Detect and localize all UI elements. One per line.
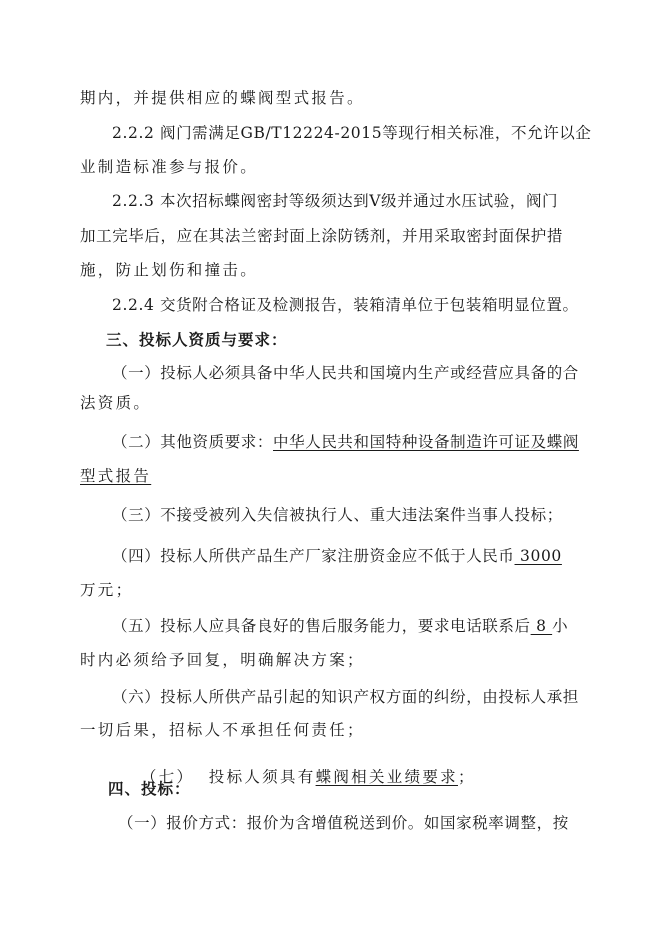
paragraph-line: 加工完毕后，应在其法兰密封面上涂防锈剂，并用采取密封面保护措 [80, 227, 564, 245]
line-text: （二）其他资质要求： [112, 433, 274, 451]
underlined-text: 蝶阀相关业绩要求 [315, 768, 458, 786]
paragraph-line: 施，防止划伤和撞击。 [80, 261, 259, 279]
paragraph-line: （六）投标人所供产品引起的知识产权方面的纠纷，由投标人承担 [112, 688, 579, 706]
underlined-value: 8 [530, 617, 553, 635]
paragraph-line: （一）报价方式：报价为含增值税送到价。如国家税率调整，按 [118, 814, 569, 832]
paragraph-line: （一）投标人必须具备中华人民共和国境内生产或经营应具备的合 [112, 364, 579, 382]
paragraph-line [112, 432, 579, 452]
paragraph-line: 2.2.3 本次招标蝶阀密封等级须达到Ⅴ级并通过水压试验，阀门 [112, 192, 559, 210]
line-text: （四）投标人所供产品生产厂家注册资金应不低于人民币 [112, 547, 515, 565]
paragraph-line: 2.2.2 阀门需满足GB/T12224-2015等现行相关标准，不允许以企 [112, 124, 592, 142]
line-text: （五）投标人应具备良好的售后服务能力，要求电话联系后 [112, 617, 531, 635]
underlined-text: 型式报告 [80, 467, 152, 485]
section-heading: 三、投标人资质与要求： [106, 331, 288, 349]
paragraph-line: （三）不接受被列入失信被执行人、重大违法案件当事人投标； [112, 506, 563, 524]
paragraph-line: 一切后果，招标人不承担任何责任； [80, 721, 365, 739]
paragraph-line: 业制造标准参与报价。 [80, 158, 259, 176]
line-text: ； [457, 768, 476, 786]
paragraph-line [112, 616, 568, 636]
line-text: （七） 投标人须具有 [140, 768, 316, 786]
line-text: 小 [552, 617, 569, 635]
paragraph-line: 期内，并提供相应的蝶阀型式报告。 [80, 89, 365, 107]
paragraph-line [80, 466, 151, 486]
paragraph-line: 万元； [80, 581, 134, 599]
paragraph-line: 法资质。 [80, 394, 152, 412]
section-heading: 四、投标： [108, 780, 191, 798]
paragraph-line: 2.2.4 交货附合格证及检测报告，装箱清单位于包装箱明显位置。 [112, 296, 579, 314]
paragraph-line: 时内必须给予回复，明确解决方案； [80, 651, 365, 669]
paragraph-line [112, 546, 562, 566]
underlined-text: 中华人民共和国特种设备制造许可证及蝶阀 [273, 433, 579, 451]
underlined-value: 3000 [514, 547, 562, 565]
